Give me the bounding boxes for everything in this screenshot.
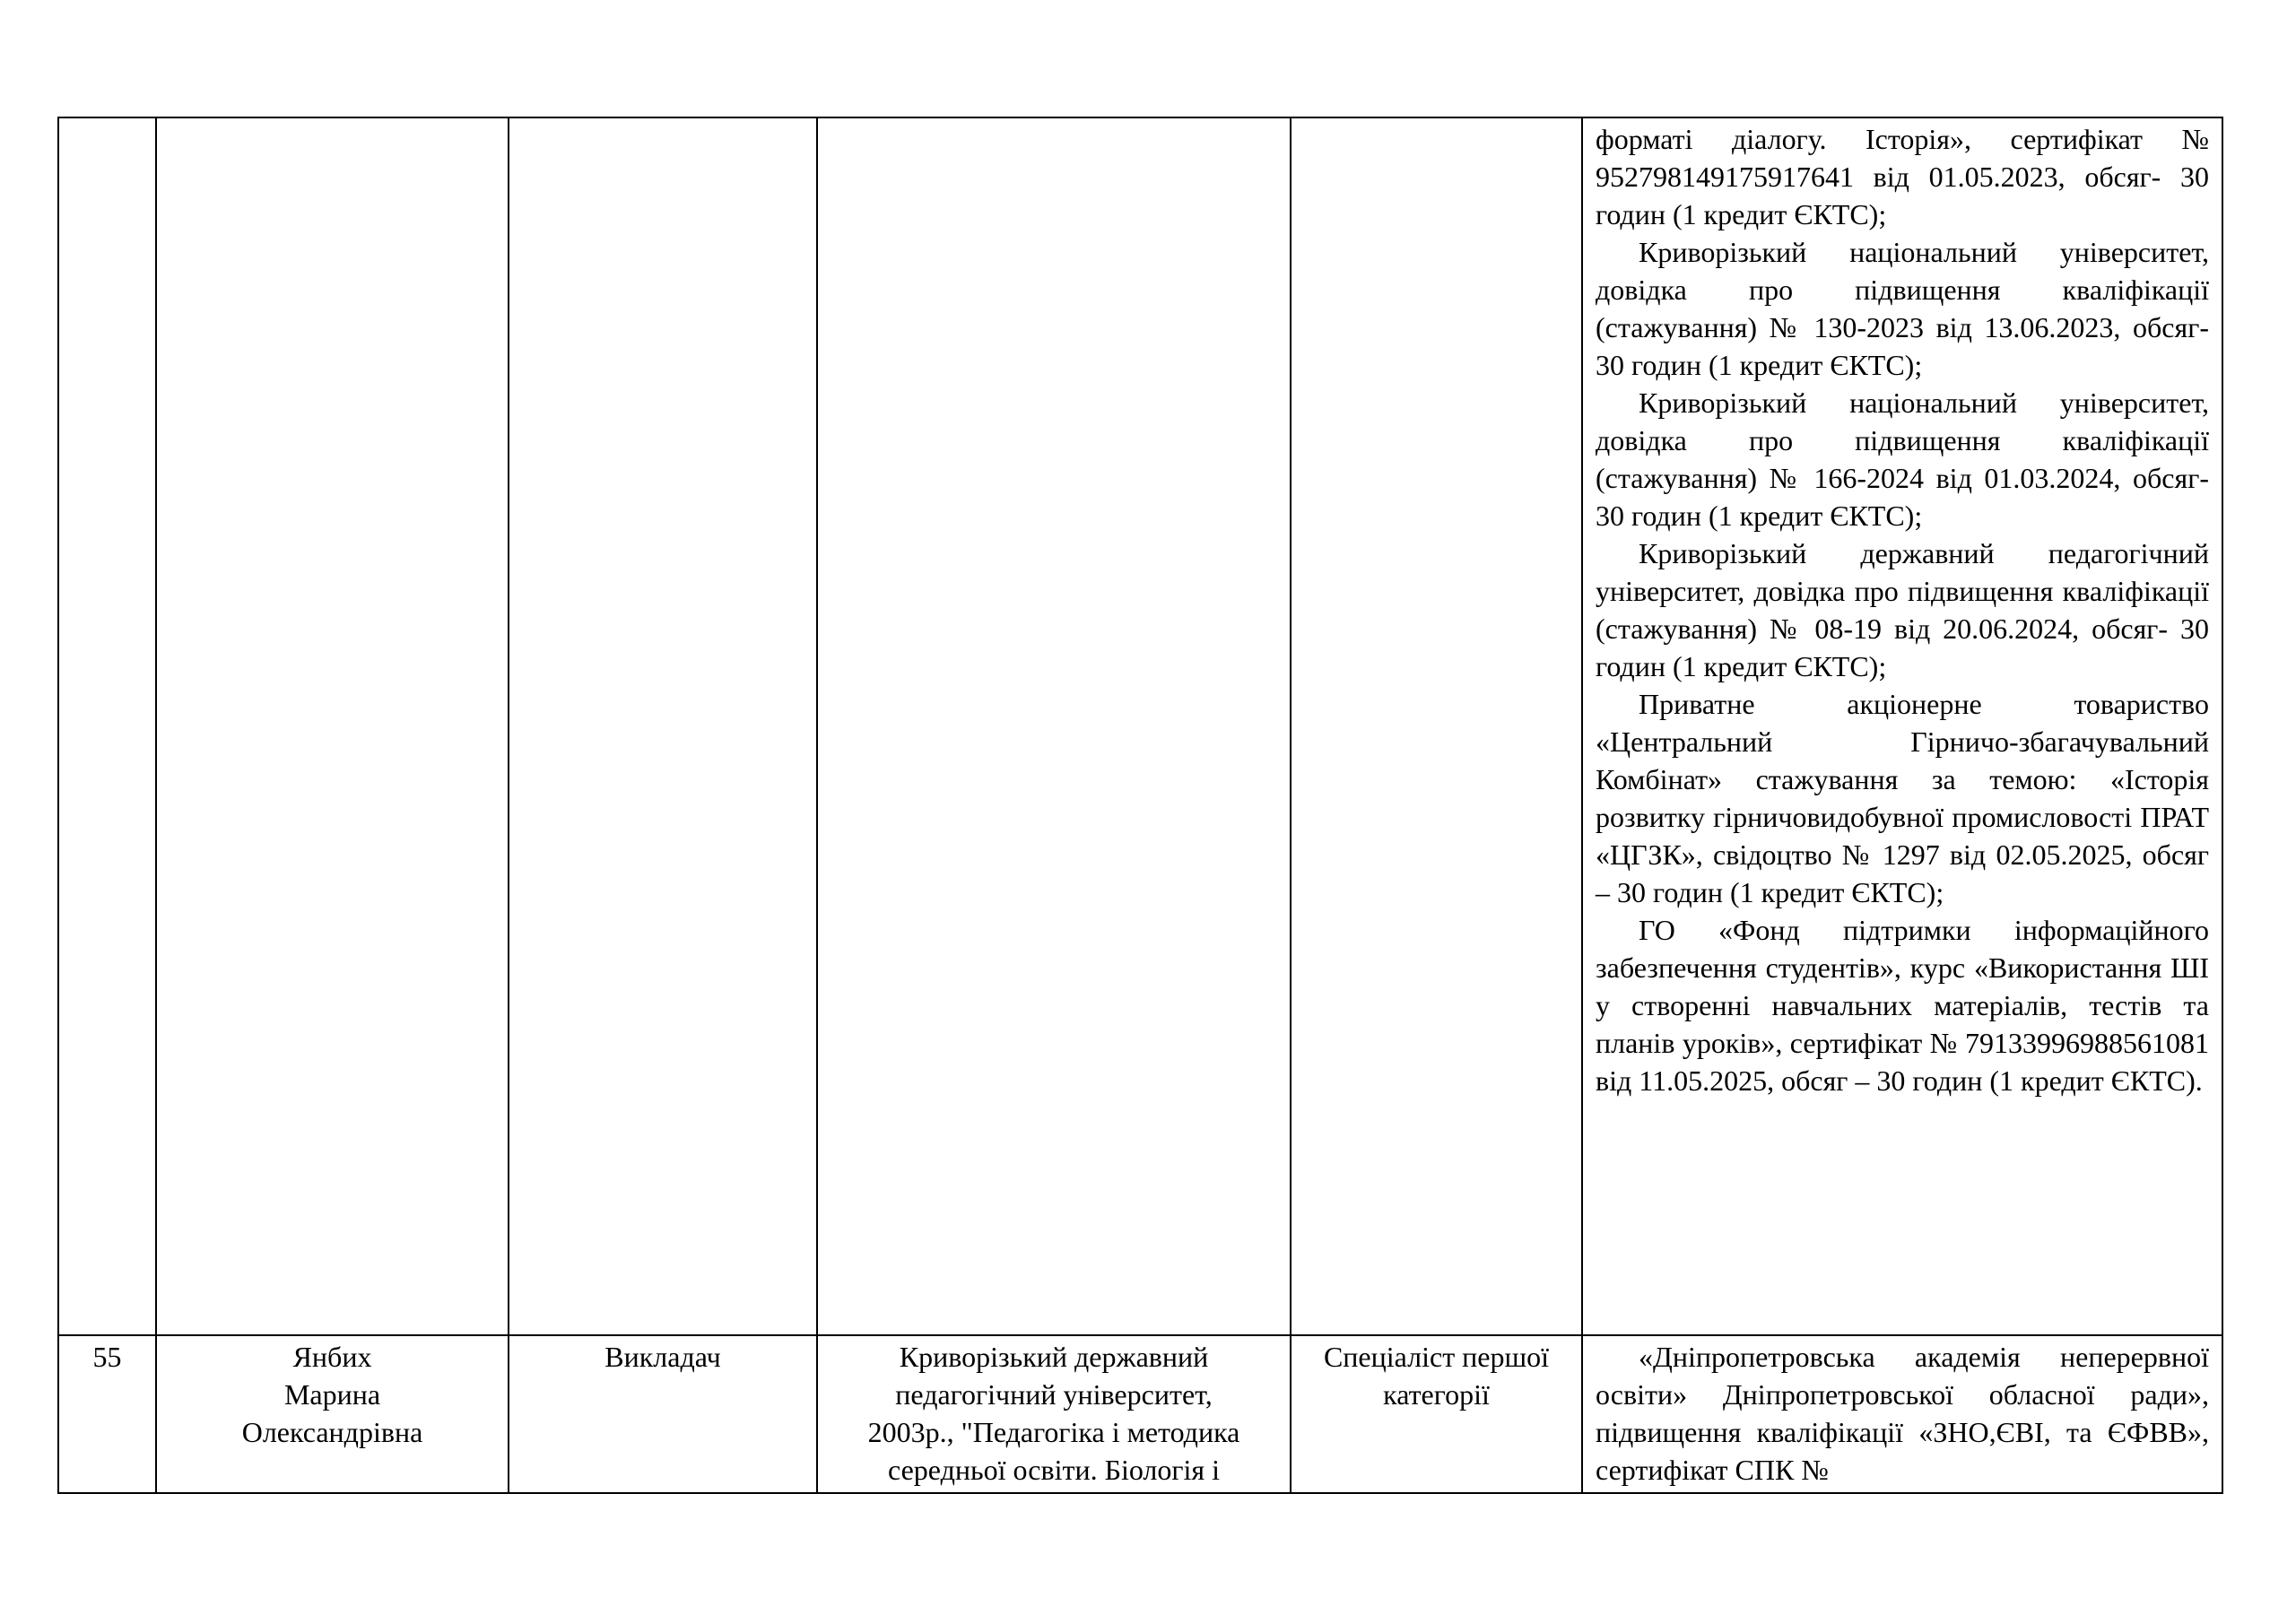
name-line: Марина [283, 1378, 381, 1411]
education-line: Криворізький державний [899, 1341, 1209, 1373]
training-paragraph: ГО «Фонд підтримки інформаційного забезпечення студентів», курс «Використання ШІ у створенні навчальних матеріалів, тестів та планів уроків», сертифікат № 79133996988561081 від 11.05.2025, обсяг – 30 годин (1 кредит ЄКТС). [1596, 914, 2209, 1097]
row-number-cell: 55 [58, 1335, 156, 1493]
education-cell [817, 1335, 1291, 1493]
education-line: педагогічний університет, [895, 1378, 1213, 1411]
category-line: Спеціаліст першої [1323, 1341, 1550, 1373]
training-paragraph: Криворізький національний університет, довідка про підвищення кваліфікації (стажування) № 130-2023 від 13.06.2023, обсяг- 30 годин (1 кредит ЄКТС); [1596, 236, 2209, 381]
education-line: 2003р., "Педагогіка і методика [867, 1416, 1240, 1448]
name-line: Янбих [292, 1341, 372, 1373]
position-cell: Викладач [509, 1335, 817, 1493]
row-number-cell [58, 117, 156, 1335]
name-cell [156, 117, 509, 1335]
name-cell [156, 1335, 509, 1493]
name-line: Олександрівна [241, 1416, 423, 1448]
table-row [58, 1335, 2222, 1493]
position-cell [509, 117, 817, 1335]
training-cell [1582, 1335, 2222, 1493]
training-paragraph: Криворізький державний педагогічний університет, довідка про підвищення кваліфікації (стажування) № 08-19 від 20.06.2024, обсяг- 30 годин (1 кредит ЄКТС); [1596, 537, 2209, 682]
staff-qualification-table [57, 117, 2223, 1494]
category-line: категорії [1383, 1378, 1490, 1411]
education-cell [817, 117, 1291, 1335]
table-row [58, 117, 2222, 1335]
education-line: середньої освіти. Біологія і [887, 1454, 1220, 1486]
training-paragraph: Криворізький національний університет, довідка про підвищення кваліфікації (стажування) № 166-2024 від 01.03.2024, обсяг- 30 годин (1 кредит ЄКТС); [1596, 386, 2209, 532]
training-paragraph: Приватне акціонерне товариство «Центральний Гірничо-збагачувальний Комбінат» стажування за темою: «Історія розвитку гірничовидобувної промисловості ПРАТ «ЦГЗК», свідоцтво № 1297 від 02.05.2025, обсяг – 30 годин (1 кредит ЄКТС); [1596, 688, 2209, 908]
category-cell [1291, 117, 1582, 1335]
training-cell [1582, 117, 2222, 1335]
category-cell [1291, 1335, 1582, 1493]
training-paragraph: «Дніпропетровська академія неперервної освіти» Дніпропетровської обласної ради», підвищення кваліфікації «ЗНО,ЄВІ, та ЄФВВ», сертифікат СПК № [1596, 1341, 2209, 1486]
training-paragraph: форматі діалогу. Історія», сертифікат № 952798149175917641 від 01.05.2023, обсяг- 30 годин (1 кредит ЄКТС); [1596, 123, 2209, 230]
